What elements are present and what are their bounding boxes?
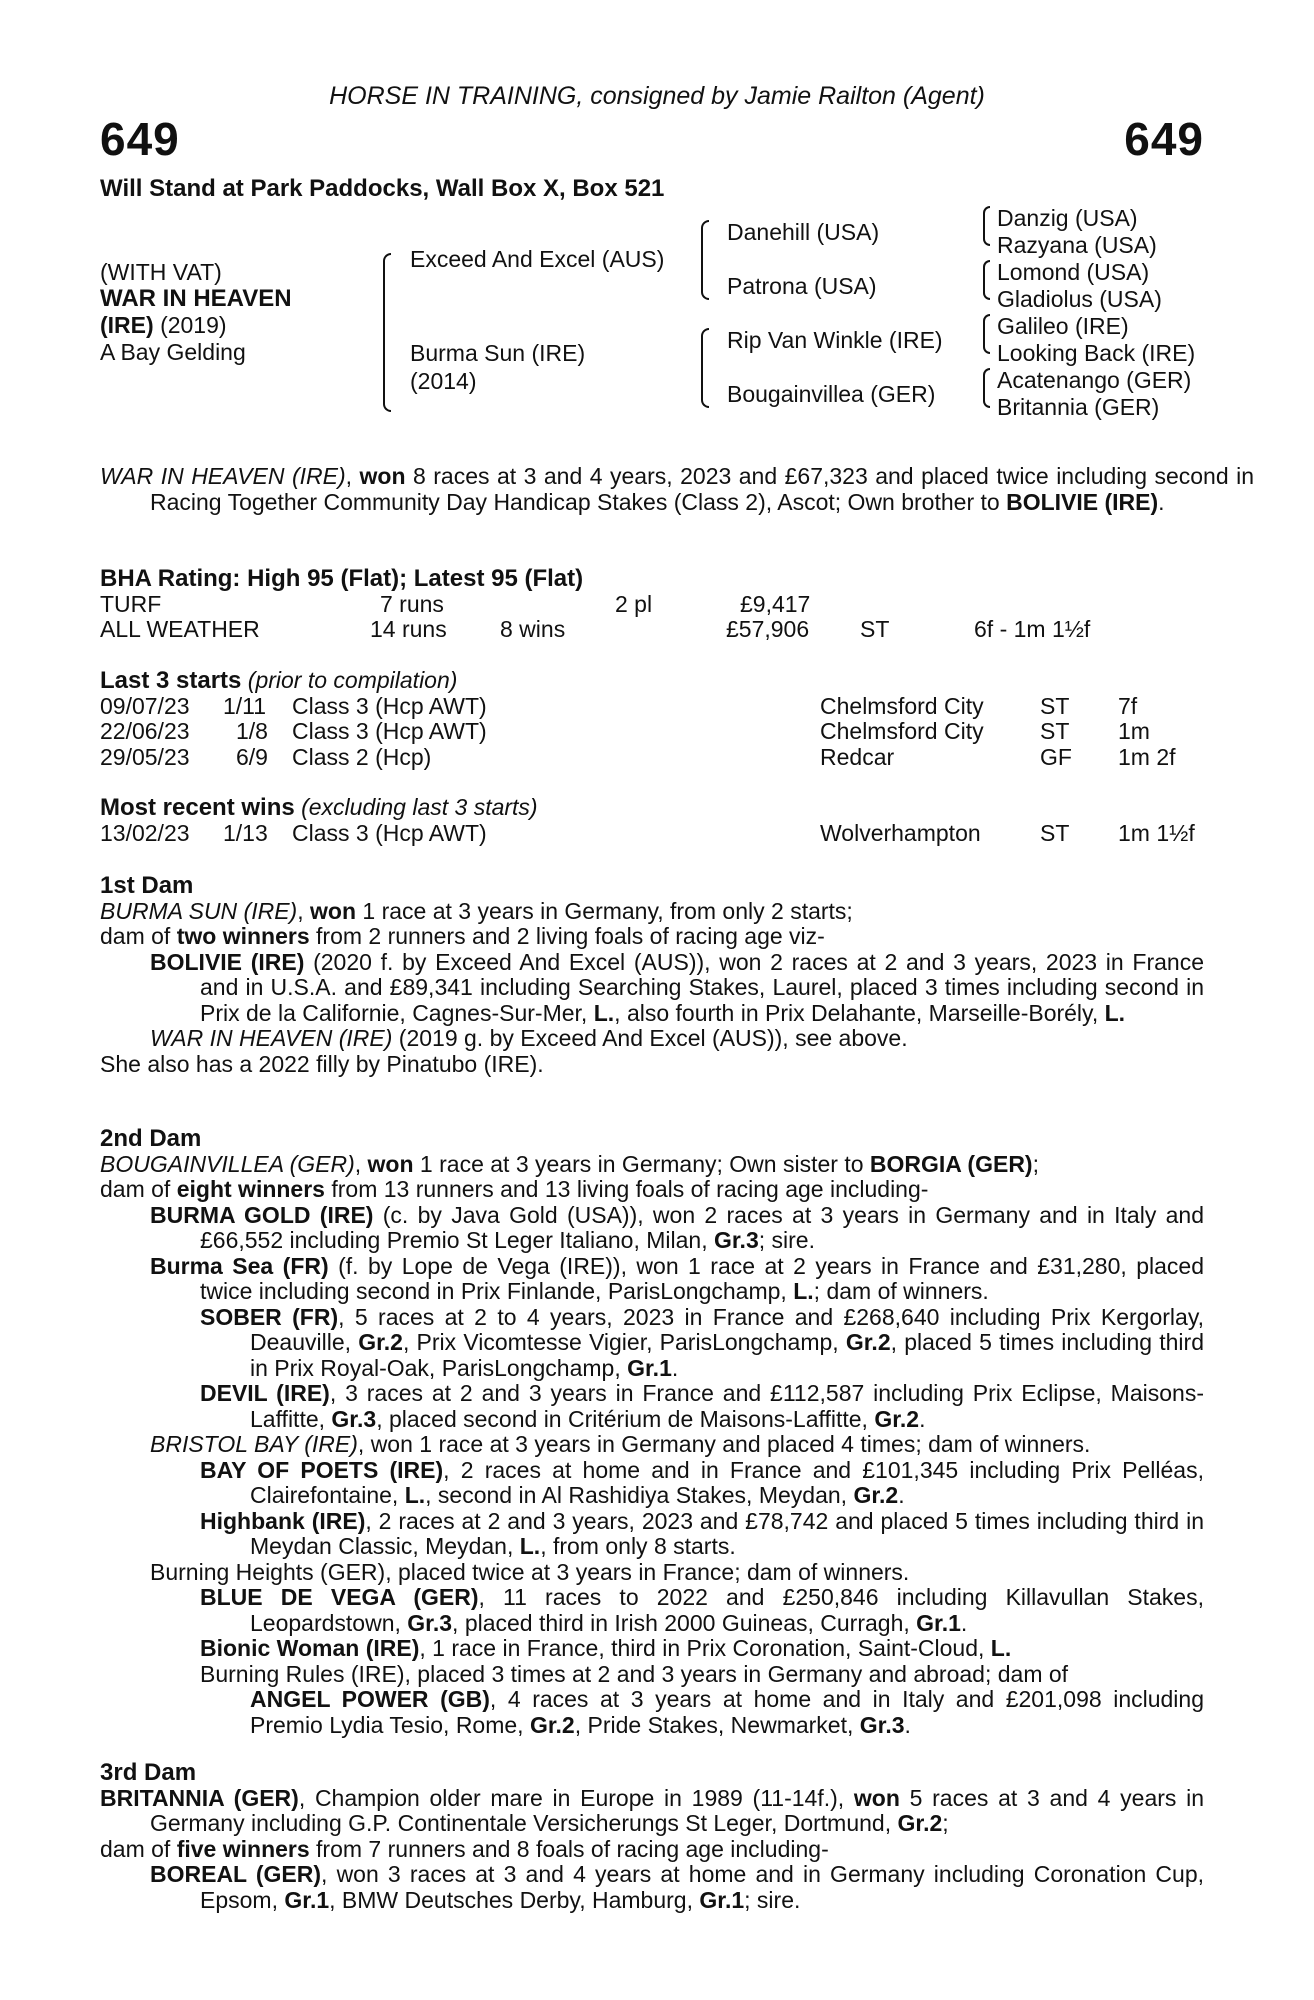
produce-boreal: BOREAL (GER), won 3 races at 3 and 4 years at home and in Germany including Coronation Cup, Epsom, Gr.1, BMW Deutsches Derby, Hamburg, Gr.1; sire. xyxy=(150,1861,1204,1913)
bha-row-turf: TURF 7 runs 2 pl £9,417 xyxy=(100,590,811,617)
produce-burma-gold: BURMA GOLD (IRE) (c. by Java Gold (USA)), won 2 races at 3 years in Germany and in Italy and £66,552 including Premio St Leger Italiano, Milan, Gr.3; sire. xyxy=(150,1201,1204,1253)
pedigree-brace-ss xyxy=(983,206,990,246)
second-dam-section: 2nd Dam BOUGAINVILLEA (GER), won 1 race at 3 years in Germany; Own sister to BORGIA (GER); dam of eight winners from 13 runners and 13 living foals of racing age including- BURMA GOLD (IRE) (c. by Java Gold (USA)), won 2 races at 3 years in Germany and in Italy and £66,552 including Premio St Leger Italiano, Milan, Gr.3; sire. Burma Sea (FR) (f. by Lope de Vega (IRE)), won 1 race at 2 years in France and £31,280, placed twice including second in Prix Finlande, ParisLongchamp, L.; dam of winners. SOBER (FR), 5 races at 2 to 4 years, 2023 in France and £268,640 including Prix Kergorlay, Deauville, Gr.2, Prix Vicomtesse Vigier, ParisLongchamp, Gr.2, placed 5 times including third in Prix Royal-Oak, ParisLongchamp, Gr.1. DEVIL (IRE), 3 races at 2 and 3 years in France and £112,587 including Prix Eclipse, Maisons-Laffitte, Gr.3, placed second in Critérium de Maisons-Laffitte, Gr.2. BRISTOL BAY (IRE), won 1 race at 3 years in Germany and placed 4 times; dam of winners. BAY OF POETS (IRE), 2 races at home and in France and £101,345 including Prix Pelléas, Clairefontaine, L., second in Al Rashidiya Stakes, Meydan, Gr.2. Highbank (IRE), 2 races at 2 and 3 years, 2023 and £78,742 and placed 5 times including third in Meydan Classic, Meydan, L., from only 8 starts. Burning Heights (GER), placed twice at 3 years in France; dam of winners. BLUE DE VEGA (GER), 11 races to 2022 and £250,846 including Killavullan Stakes, Leopardstown, Gr.3, placed third in Irish 2000 Guineas, Curragh, Gr.1. Bionic Woman (IRE), 1 race in France, third in Prix Coronation, Saint-Cloud, L. Burning Rules (IRE), placed 3 times at 2 and 3 years in Germany and abroad; dam of ANGEL POWER (GB), 4 races at 3 years at home and in Italy and £201,098 including Premio Lydia Tesio, Rome, Gr.2, Pride Stakes, Newmarket, Gr.3. xyxy=(100,1125,1204,1738)
produce-burning-heights: Burning Heights (GER), placed twice at 3 years in France; dam of winners. xyxy=(150,1558,910,1585)
produce-angel-power: ANGEL POWER (GB), 4 races at 3 years at home and in Italy and £201,098 including Premio Lydia Tesio, Rome, Gr.2, Pride Stakes, Newmarket, Gr.3. xyxy=(250,1686,1204,1738)
consignment-header: HORSE IN TRAINING, consigned by Jamie Railton (Agent) xyxy=(329,82,985,110)
pedigree-ssd: Razyana (USA) xyxy=(997,232,1157,258)
pedigree-brace-sd xyxy=(983,260,990,300)
produce-sober: SOBER (FR), 5 races at 2 to 4 years, 2023 in France and £268,640 including Prix Kergorlay, Deauville, Gr.2, Prix Vicomtesse Vigier, ParisLongchamp, Gr.2, placed 5 times including third in Prix Royal-Oak, ParisLongchamp, Gr.1. xyxy=(200,1303,1204,1381)
pedigree-dsd: Looking Back (IRE) xyxy=(997,340,1196,366)
pedigree-dam-year: (2014) xyxy=(410,368,477,394)
pedigree-sire-sire: Danehill (USA) xyxy=(727,219,880,245)
produce-burning-rules: Burning Rules (IRE), placed 3 times at 2 and 3 years in Germany and abroad; dam of xyxy=(200,1660,1069,1687)
first-dam-section: 1st Dam BURMA SUN (IRE), won 1 race at 3 years in Germany, from only 2 starts; dam of two winners from 2 runners and 2 living foals of racing age viz- BOLIVIE (IRE) (2020 f. by Exceed And Excel (AUS)), won 2 races at 2 and 3 years, 2023 in France and in U.S.A. and £89,341 including Searching Stakes, Laurel, placed 3 times including second in Prix de la Californie, Cagnes-Sur-Mer, L., also fourth in Prix Delahante, Marseille-Borély, L. WAR IN HEAVEN (IRE) (2019 g. by Exceed And Excel (AUS)), see above. She also has a 2022 filly by Pinatubo (IRE). xyxy=(100,872,1205,1077)
pedigree-brace-ds xyxy=(983,314,990,354)
produce-bionic-woman: Bionic Woman (IRE), 1 race in France, third in Prix Coronation, Saint-Cloud, L. xyxy=(200,1635,1012,1661)
bha-section xyxy=(100,566,1204,643)
pedigree-brace-dam xyxy=(701,328,709,408)
pedigree-sds: Lomond (USA) xyxy=(997,259,1150,285)
pedigree-dam-sire: Rip Van Winkle (IRE) xyxy=(727,327,943,353)
pedigree-dam: Burma Sun (IRE) xyxy=(410,340,586,366)
third-dam-section: 3rd Dam BRITANNIA (GER), Champion older mare in Europe in 1989 (11-14f.), won 5 races at 3 and 4 years in Germany including G.P. Continentale Versicherungs St Leger, Dortmund, Gr.2; dam of five winners from 7 runners and 8 foals of racing age including- BOREAL (GER), won 3 races at 3 and 4 years at home and in Germany including Coronation Cup, Epsom, Gr.1, BMW Deutsches Derby, Hamburg, Gr.1; sire. xyxy=(100,1759,1205,1913)
horse-name-line2: (IRE) (2019) xyxy=(100,312,227,338)
vat-note: (WITH VAT) xyxy=(100,259,222,285)
start-row: 22/06/23 1/8 Class 3 (Hcp AWT) Chelmsford City ST 1m xyxy=(100,718,1150,744)
lot-number-left: 649 xyxy=(100,113,180,165)
race-summary: WAR IN HEAVEN (IRE), won 8 races at 3 and 4 years, 2023 and £67,323 and placed twice including second in Racing Together Community Day Handicap Stakes (Class 2), Ascot; Own brother to BOLIVIE (IRE). xyxy=(100,463,1254,515)
lot-number-right: 649 xyxy=(1124,113,1204,165)
pedigree-dds: Acatenango (GER) xyxy=(997,367,1192,393)
horse-name: WAR IN HEAVEN xyxy=(100,285,292,312)
third-dam-title: 3rd Dam xyxy=(100,1759,197,1786)
first-dam-note: She also has a 2022 filly by Pinatubo (IRE). xyxy=(100,1050,544,1077)
produce-burma-sea: Burma Sea (FR) (f. by Lope de Vega (IRE)), won 1 race at 2 years in France and £31,280, placed twice including second in Prix Finlande, ParisLongchamp, L.; dam of winners. xyxy=(150,1252,1204,1304)
pedigree-sss: Danzig (USA) xyxy=(997,205,1138,231)
stand-location: Will Stand at Park Paddocks, Wall Box X, Box 521 xyxy=(100,175,665,202)
pedigree-sire: Exceed And Excel (AUS) xyxy=(410,246,665,272)
produce-blue-de-vega: BLUE DE VEGA (GER), 11 races to 2022 and £250,846 including Killavullan Stakes, Leopardstown, Gr.3, placed third in Irish 2000 Guineas, Curragh, Gr.1. xyxy=(200,1584,1204,1636)
pedigree-ddd: Britannia (GER) xyxy=(997,394,1160,420)
produce-bay-of-poets: BAY OF POETS (IRE), 2 races at home and in France and £101,345 including Prix Pelléas, Clairefontaine, L., second in Al Rashidiya Stakes, Meydan, Gr.2. xyxy=(200,1456,1204,1508)
produce-bristol-bay: BRISTOL BAY (IRE), won 1 race at 3 years in Germany and placed 4 times; dam of winners. xyxy=(150,1431,1091,1457)
pedigree-brace-main xyxy=(383,253,391,412)
last-three-starts: Last 3 starts (prior to compilation) 09/07/23 1/11 Class 3 (Hcp AWT) Chelmsford City ST 7f 22/06/23 1/8 Class 3 (Hcp AWT) Chelmsford City ST 1m 29/05/23 6/9 Class 2 (Hcp) Redcar GF 1m 2f xyxy=(100,668,1204,770)
start-row: 29/05/23 6/9 Class 2 (Hcp) Redcar GF 1m 2f xyxy=(100,743,1176,770)
pedigree-dss: Galileo (IRE) xyxy=(997,313,1129,339)
pedigree-brace-sire xyxy=(701,220,709,300)
win-row: 13/02/23 1/13 Class 3 (Hcp AWT) Wolverhampton ST 1m 1½f xyxy=(100,819,1195,846)
first-dam-title: 1st Dam xyxy=(100,872,194,899)
first-dam-produce-bolivie: BOLIVIE (IRE) (2020 f. by Exceed And Excel (AUS)), won 2 races at 2 and 3 years, 2023 in France and in U.S.A. and £89,341 including Searching Stakes, Laurel, placed 3 times including second in Prix de la Californie, Cagnes-Sur-Mer, L., also fourth in Prix Delahante, Marseille-Borély, L. xyxy=(150,948,1205,1026)
pedigree-sire-dam: Patrona (USA) xyxy=(727,273,877,299)
produce-devil: DEVIL (IRE), 3 races at 2 and 3 years in France and £112,587 including Prix Eclipse, Maisons-Laffitte, Gr.3, placed second in Critérium de Maisons-Laffitte, Gr.2. xyxy=(200,1380,1204,1432)
horse-description: A Bay Gelding xyxy=(100,339,246,365)
pedigree-sdd: Gladiolus (USA) xyxy=(997,286,1162,312)
most-recent-wins: Most recent wins (excluding last 3 starts) 13/02/23 1/13 Class 3 (Hcp AWT) Wolverhampton ST 1m 1½f xyxy=(100,795,1204,846)
second-dam-title: 2nd Dam xyxy=(100,1125,202,1152)
start-row: 09/07/23 1/11 Class 3 (Hcp AWT) Chelmsford City ST 7f xyxy=(100,692,1138,719)
bha-title: BHA Rating: High 95 (Flat); Latest 95 (Flat) xyxy=(100,565,584,592)
first-dam-produce-war-in-heaven: WAR IN HEAVEN (IRE) (2019 g. by Exceed And Excel (AUS)), see above. xyxy=(150,1025,908,1051)
produce-highbank: Highbank (IRE), 2 races at 2 and 3 years, 2023 and £78,742 and placed 5 times including third in Meydan Classic, Meydan, L., from only 8 starts. xyxy=(200,1507,1204,1559)
pedigree-brace-dd xyxy=(983,368,990,408)
bha-row-aw: ALL WEATHER 14 runs 8 wins £57,906 ST 6f - 1m 1½f xyxy=(100,616,1091,642)
pedigree-dam-dam: Bougainvillea (GER) xyxy=(727,381,936,407)
